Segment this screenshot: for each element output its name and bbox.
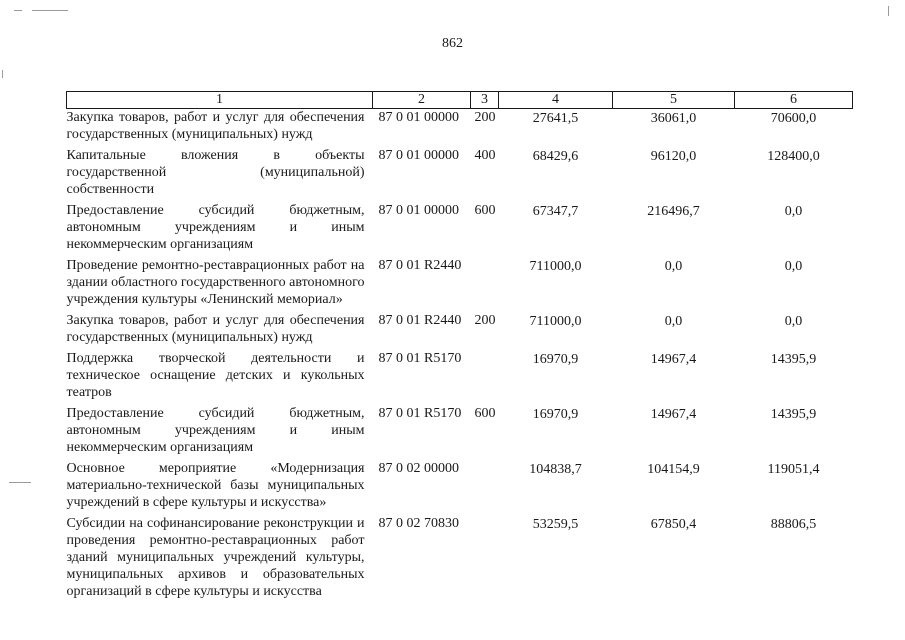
table-row — [67, 515, 853, 604]
row-expense-type: 400 — [474, 148, 496, 163]
row-value-col5: 104154,9 — [647, 462, 700, 477]
row-value-col5: 36061,0 — [650, 111, 697, 126]
header-col-5: 5 — [613, 92, 735, 109]
table-row — [67, 109, 853, 148]
row-expense-type: 200 — [474, 313, 496, 328]
row-description: Основное мероприятие «Модернизация материально-технической базы муниципальных учреждений в сфере культуры и искусства» — [66, 461, 365, 510]
row-code: 87 0 01 00000 — [378, 110, 459, 125]
scan-artifact-left-tick — [2, 70, 3, 78]
row-expense-type — [471, 350, 499, 405]
row-code: 87 0 01 R2440 — [378, 313, 462, 328]
budget-table-container — [66, 91, 852, 604]
row-expense-type: 600 — [474, 406, 496, 421]
header-col-3: 3 — [471, 92, 499, 109]
budget-table — [66, 91, 853, 604]
row-value-col6: 14395,9 — [770, 352, 817, 367]
table-row — [67, 350, 853, 405]
row-description: Проведение ремонтно-реставрационных работ на здании областного государственного автономного учреждения культуры «Ленинский мемориал» — [66, 258, 365, 307]
header-row — [67, 92, 853, 109]
table-row — [67, 460, 853, 515]
row-value-col6: 0,0 — [784, 204, 803, 219]
row-value-col6: 88806,5 — [770, 517, 817, 532]
row-value-col5: 14967,4 — [650, 407, 697, 422]
row-value-col4: 104838,7 — [529, 462, 582, 477]
row-value-col6: 70600,0 — [770, 111, 817, 126]
header-col-4: 4 — [499, 92, 613, 109]
page-number: 862 — [442, 36, 463, 51]
row-description: Предоставление субсидий бюджетным, автономным учреждениям и иным некоммерческим организациям — [66, 203, 365, 252]
row-value-col6: 119051,4 — [767, 462, 820, 477]
row-value-col5: 96120,0 — [650, 149, 697, 164]
row-expense-type — [471, 460, 499, 515]
row-description: Закупка товаров, работ и услуг для обеспечения государственных (муниципальных) нужд — [66, 110, 365, 142]
row-value-col5: 14967,4 — [650, 352, 697, 367]
row-value-col5: 67850,4 — [650, 517, 697, 532]
table-row — [67, 257, 853, 312]
scan-artifact-top-left-short — [14, 10, 22, 11]
row-code: 87 0 01 R2440 — [378, 258, 462, 273]
scan-artifact-right-edge — [888, 6, 889, 16]
row-value-col4: 53259,5 — [532, 517, 579, 532]
row-value-col5: 216496,7 — [647, 204, 700, 219]
header-col-1: 1 — [67, 92, 373, 109]
row-code: 87 0 01 R5170 — [378, 351, 462, 366]
row-description: Предоставление субсидий бюджетным, автономным учреждениям и иным некоммерческим организациям — [66, 406, 365, 455]
row-value-col5: 0,0 — [664, 259, 683, 274]
row-value-col4: 68429,6 — [532, 149, 579, 164]
row-value-col6: 128400,0 — [767, 149, 820, 164]
row-description: Субсидии на софинансирование реконструкции и проведения ремонтно-реставрационных работ зданий муниципальных учреждений культуры, муниципальных архивов и образовательных организаций в сфере культуры и искусства — [66, 516, 365, 599]
row-value-col4: 711000,0 — [529, 314, 582, 329]
row-code: 87 0 01 00000 — [378, 203, 459, 218]
row-value-col4: 711000,0 — [529, 259, 582, 274]
row-code: 87 0 02 00000 — [378, 461, 459, 476]
row-value-col6: 0,0 — [784, 314, 803, 329]
row-code: 87 0 02 70830 — [378, 516, 459, 531]
row-value-col4: 16970,9 — [532, 407, 579, 422]
row-expense-type — [471, 257, 499, 312]
row-description: Закупка товаров, работ и услуг для обеспечения государственных (муниципальных) нужд — [66, 313, 365, 345]
row-expense-type — [471, 515, 499, 604]
header-col-2: 2 — [373, 92, 471, 109]
row-value-col6: 14395,9 — [770, 407, 817, 422]
table-row — [67, 405, 853, 460]
row-expense-type: 200 — [474, 110, 496, 125]
row-description: Поддержка творческой деятельности и техническое оснащение детских и кукольных театров — [66, 351, 365, 400]
table-row — [67, 312, 853, 350]
row-code: 87 0 01 00000 — [378, 148, 459, 163]
row-code: 87 0 01 R5170 — [378, 406, 462, 421]
row-value-col5: 0,0 — [664, 314, 683, 329]
table-row — [67, 147, 853, 202]
header-col-6: 6 — [735, 92, 853, 109]
row-value-col4: 67347,7 — [532, 204, 579, 219]
row-description: Капитальные вложения в объекты государственной (муниципальной) собственности — [66, 148, 365, 197]
row-value-col4: 27641,5 — [532, 111, 579, 126]
row-value-col6: 0,0 — [784, 259, 803, 274]
row-expense-type: 600 — [474, 203, 496, 218]
scan-artifact-left-edge — [9, 482, 31, 483]
table-row — [67, 202, 853, 257]
scan-artifact-top-left — [32, 10, 68, 11]
row-value-col4: 16970,9 — [532, 352, 579, 367]
